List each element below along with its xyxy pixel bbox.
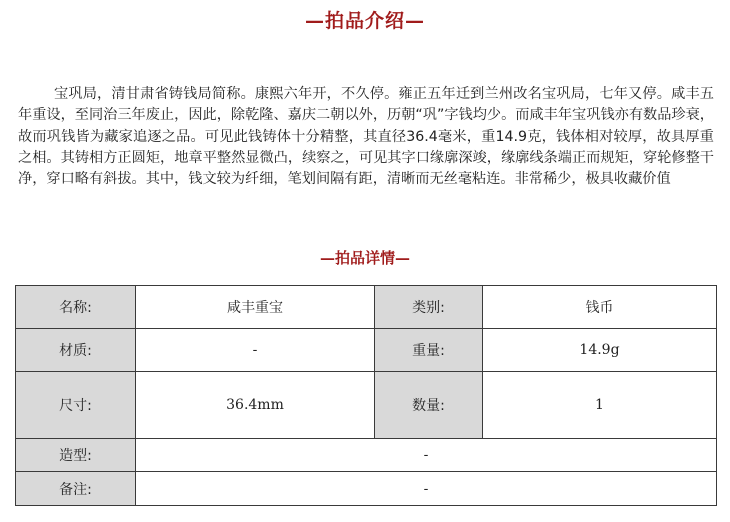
category-value: 钱币 <box>483 286 717 329</box>
material-value: - <box>136 329 375 372</box>
table-row <box>16 372 717 439</box>
weight-label: 重量: <box>375 329 483 372</box>
table-row <box>16 329 717 372</box>
quantity-value: 1 <box>483 372 717 439</box>
material-label: 材质: <box>16 329 136 372</box>
remark-label: 备注: <box>16 472 136 506</box>
shape-label: 造型: <box>16 439 136 472</box>
table-row <box>16 472 717 506</box>
remark-value: - <box>136 472 717 506</box>
name-label: 名称: <box>16 286 136 329</box>
weight-value: 14.9g <box>483 329 717 372</box>
table-row <box>16 439 717 472</box>
details-section-title: —拍品详情— <box>319 249 410 267</box>
details-table <box>15 285 717 506</box>
size-value: 36.4mm <box>136 372 375 439</box>
category-label: 类别: <box>375 286 483 329</box>
table-row <box>16 286 717 329</box>
size-label: 尺寸: <box>16 372 136 439</box>
name-value: 咸丰重宝 <box>136 286 375 329</box>
intro-section-title: —拍品介绍— <box>304 10 425 32</box>
intro-description: 宝巩局，清甘肃省铸钱局简称。康熙六年开，不久停。雍正五年迁到兰州改名宝巩局，七年又停。咸丰五年重设，至同治三年废止，因此，除乾隆、嘉庆二朝以外，历朝“巩”字钱均少。而咸丰年宝巩钱亦有数品珍衰，故而巩钱皆为藏家追逐之品。可见此钱铸体十分精整，其直径36.4毫米，重14.9克，钱体相对较厚，故具厚重之相。其铸相方正圆矩，地章平整然显微凸，续察之，可见其字口缘廓深竣，缘廓线条端正而规矩，穿轮修整干净，穿口略有斜拔。其中，钱文较为纤细，笔划间隔有距，清晰而无丝毫粘连。非常稀少，极具收藏价值 <box>18 86 714 187</box>
quantity-label: 数量: <box>375 372 483 439</box>
shape-value: - <box>136 439 717 472</box>
